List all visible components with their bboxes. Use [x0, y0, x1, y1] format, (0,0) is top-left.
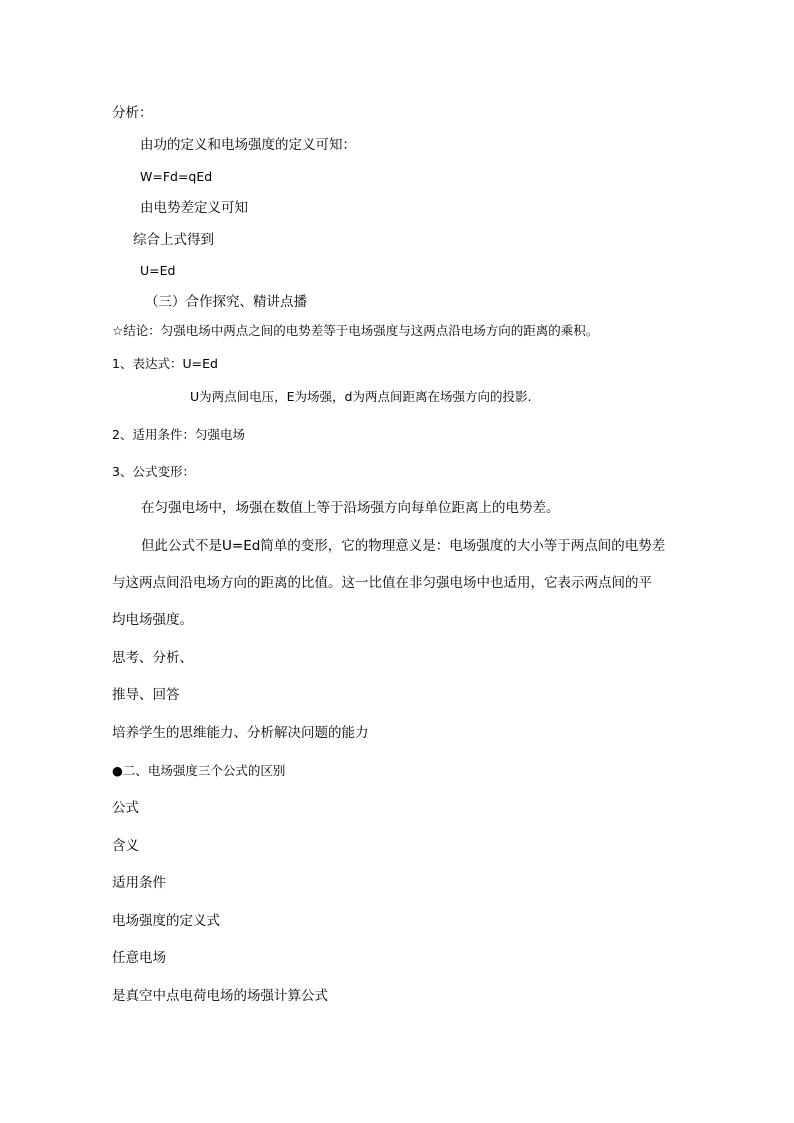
formula-u: U=Ed: [140, 263, 176, 278]
item-condition: 2、适用条件：匀强电场: [112, 427, 245, 442]
section-two-heading: ●二、电场强度三个公式的区别: [112, 763, 286, 778]
analysis-label: 分析：: [112, 105, 153, 121]
cultivate-text: 培养学生的思维能力、分析解决问题的能力: [112, 725, 369, 741]
item-expression: 1、表达式：U=Ed: [112, 356, 218, 371]
table-row2-meaning: 是真空中点电荷电场的场强计算公式: [112, 988, 328, 1004]
formula-work: W=Fd=qEd: [140, 169, 213, 184]
paragraph-meaning-line-3: 均电场强度。: [112, 612, 193, 628]
table-header-condition: 适用条件: [112, 875, 166, 891]
conclusion-text: ☆结论：匀强电场中两点之间的电势差等于电场强度与这两点沿电场方向的距离的乘积。: [112, 323, 599, 338]
combine-text: 综合上式得到: [133, 232, 214, 248]
paragraph-meaning-line-1: 但此公式不是U=Ed简单的变形，它的物理意义是：电场强度的大小等于两点间的电势差: [141, 538, 666, 554]
think-text: 思考、分析、: [112, 650, 193, 666]
item-transformation: 3、公式变形：: [112, 464, 195, 479]
item-expression-description: U为两点间电压，E为场强，d为两点间距离在场强方向的投影.: [190, 389, 532, 404]
work-definition-text: 由功的定义和电场强度的定义可知：: [140, 137, 356, 153]
paragraph-meaning-line-2: 与这两点间沿电场方向的距离的比值。这一比值在非匀强电场中也适用，它表示两点间的平: [112, 575, 652, 591]
table-row1-condition: 任意电场: [112, 950, 166, 966]
potential-definition-text: 由电势差定义可知: [140, 200, 248, 216]
table-header-meaning: 含义: [112, 838, 139, 854]
derive-text: 推导、回答: [112, 687, 180, 703]
section-three-heading: （三）合作探究、精讲点播: [145, 294, 307, 310]
paragraph-uniform-field: 在匀强电场中，场强在数值上等于沿场强方向每单位距离上的电势差。: [141, 500, 560, 516]
table-header-formula: 公式: [112, 800, 139, 816]
table-row1-meaning: 电场强度的定义式: [112, 913, 220, 929]
